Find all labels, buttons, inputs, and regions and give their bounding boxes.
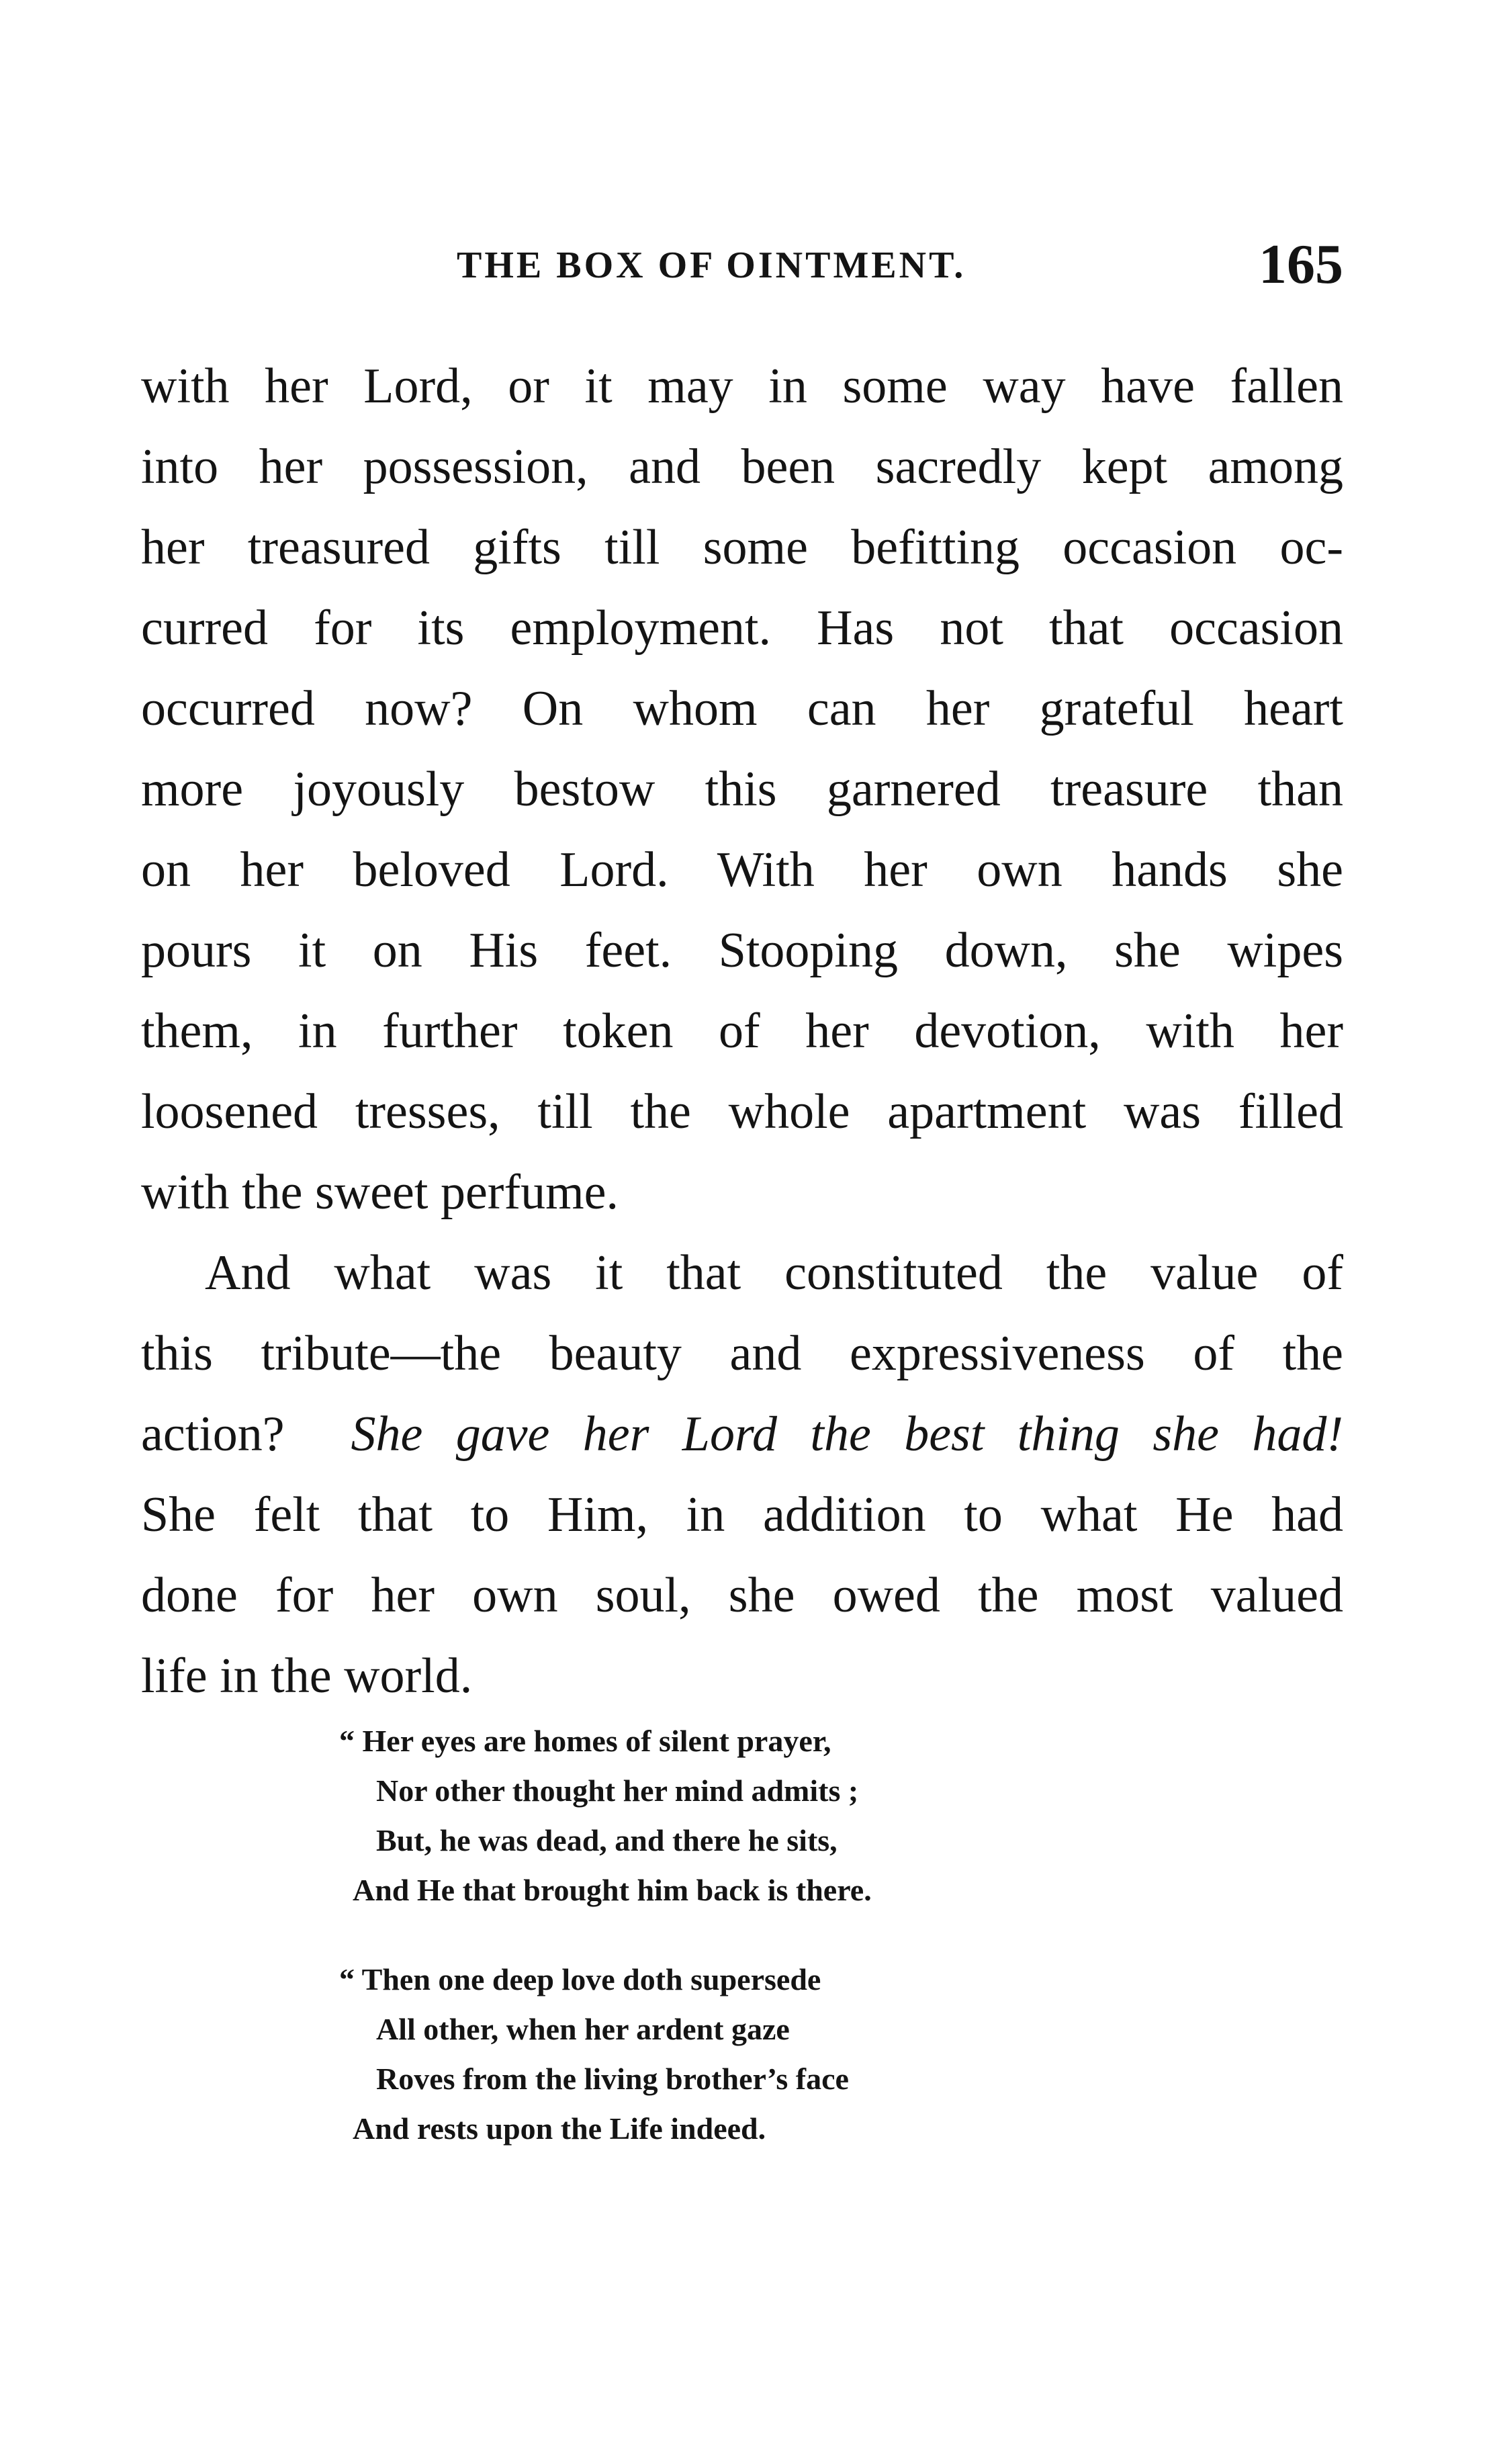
text-line: occurred now? On whom can her grateful heart [141,681,1343,736]
verse-line: Nor other thought her mind admits ; [376,1773,859,1808]
text-line: more joyously bestow this garnered treasure than [141,762,1343,817]
verse-line: “ Then one deep love doth supersede [339,1962,821,1996]
verse-line: But, he was dead, and there he sits, [376,1823,838,1857]
text-line: She felt that to Him, in addition to what He had [141,1487,1343,1542]
text-line: this tribute—the beauty and expressiveness of the [141,1326,1343,1381]
text-line: done for her own soul, she owed the most valued [141,1568,1343,1623]
text-line: And what was it that constituted the value of [205,1245,1343,1301]
text-line: on her beloved Lord. With her own hands she [141,842,1343,897]
verse-line: And rests upon the Life indeed. [353,2111,766,2146]
running-title: THE BOX OF OINTMENT. [457,245,966,286]
verse-stanza [339,1955,849,2154]
verse-line: Roves from the living brother’s face [376,2062,849,2096]
verse-line: And He that brought him back is there. [353,1873,872,1907]
text-line: her treasured gifts till some befitting occasion oc- [141,520,1343,575]
text-line: with her Lord, or it may in some way have fallen [141,359,1343,414]
body-text [141,346,1343,1716]
page-number: 165 [1259,233,1343,296]
italic-emphasis: She gave her Lord the best thing she had! [351,1407,1343,1462]
text-line: them, in further token of her devotion, with her [141,1004,1343,1059]
text-line-with-emphasis [141,1394,1343,1475]
text-line: loosened tresses, till the whole apartment was filled [141,1084,1343,1139]
text-line: into her possession, and been sacredly kept among [141,439,1343,494]
text-line: curred for its employment. Has not that occasion [141,601,1343,656]
text-line: with the sweet perfume. [141,1165,619,1220]
verse-line: “ Her eyes are homes of silent prayer, [339,1724,831,1758]
text-line: pours it on His feet. Stooping down, she wipes [141,923,1343,978]
verse-stanza [339,1716,872,1915]
page-header [141,232,1343,306]
text-fragment: action? [141,1407,285,1462]
text-line: life in the world. [141,1648,473,1704]
verse-line: All other, when her ardent gaze [376,2012,790,2046]
